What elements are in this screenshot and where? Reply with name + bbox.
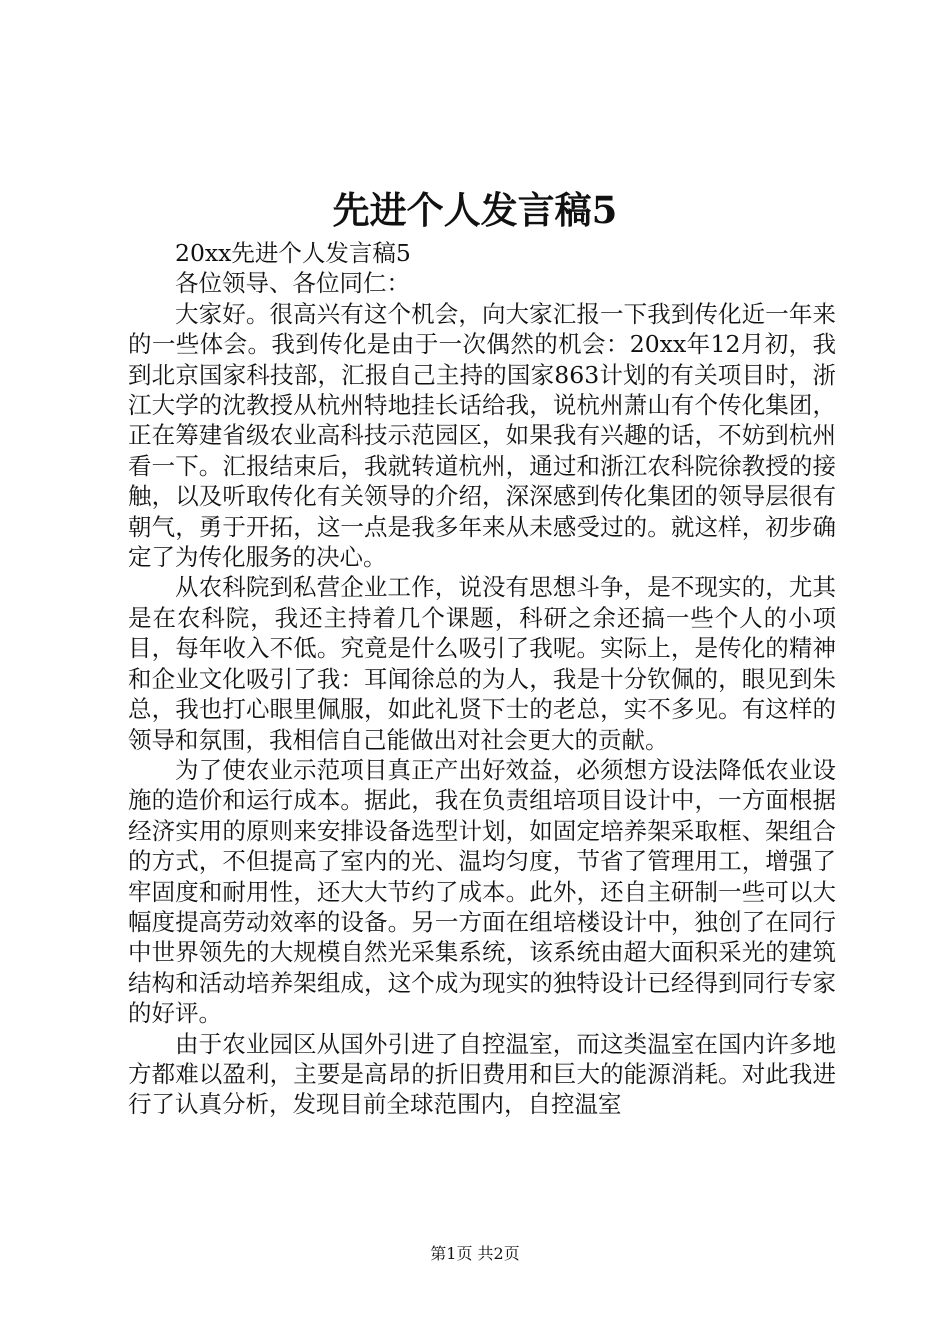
document-title: 先进个人发言稿5 xyxy=(332,188,618,232)
body-paragraph: 由于农业园区从国外引进了自控温室，而这类温室在国内许多地方都难以盈利，主要是高昂的折旧费用和巨大的能源消耗。对此我进行了认真分析，发现目前全球范围内，自控温室 xyxy=(128,1029,836,1119)
salutation-paragraph: 各位领导、各位同仁： xyxy=(175,269,410,298)
body-paragraph: 大家好。很高兴有这个机会，向大家汇报一下我到传化近一年来的一些体会。我到传化是由于一次偶然的机会：20xx年12月初，我到北京国家科技部，汇报自己主持的国家863计划的有关项目时，浙江大学的沈教授从杭州特地挂长话给我，说杭州萧山有个传化集团，正在筹建省级农业高科技示范园区，如果我有兴趣的话，不妨到杭州看一下。汇报结束后，我就转道杭州，通过和浙江农科院徐教授的接触，以及听取传化有关领导的介绍，深深感到传化集团的领导层很有朝气，勇于开拓，这一点是我多年来从未感受过的。就这样，初步确定了为传化服务的决心。 xyxy=(128,299,836,572)
page-footer: 第1页 共2页 xyxy=(430,1244,520,1263)
body-paragraph: 为了使农业示范项目真正产出好效益，必须想方设法降低农业设施的造价和运行成本。据此，我在负责组培项目设计中，一方面根据经济实用的原则来安排设备选型计划，如固定培养架采取框、架组合的方式，不但提高了室内的光、温均匀度，节省了管理用工，增强了牢固度和耐用性，还大大节约了成本。此外，还自主研制一些可以大幅度提高劳动效率的设备。另一方面在组培楼设计中，独创了在同行中世界领先的大规模自然光采集系统，该系统由超大面积采光的建筑结构和活动培养架组成，这个成为现实的独特设计已经得到同行专家的好评。 xyxy=(128,755,836,1028)
document-body xyxy=(128,238,836,1120)
body-paragraph: 从农科院到私营企业工作，说没有思想斗争，是不现实的，尤其是在农科院，我还主持着几个课题，科研之余还搞一些个人的小项目，每年收入不低。究竟是什么吸引了我呢。实际上，是传化的精神和企业文化吸引了我：耳闻徐总的为人，我是十分钦佩的，眼见到朱总，我也打心眼里佩服，如此礼贤下士的老总，实不多见。有这样的领导和氛围，我相信自己能做出对社会更大的贡献。 xyxy=(128,573,836,754)
subtitle-paragraph: 20xx先进个人发言稿5 xyxy=(175,239,411,267)
